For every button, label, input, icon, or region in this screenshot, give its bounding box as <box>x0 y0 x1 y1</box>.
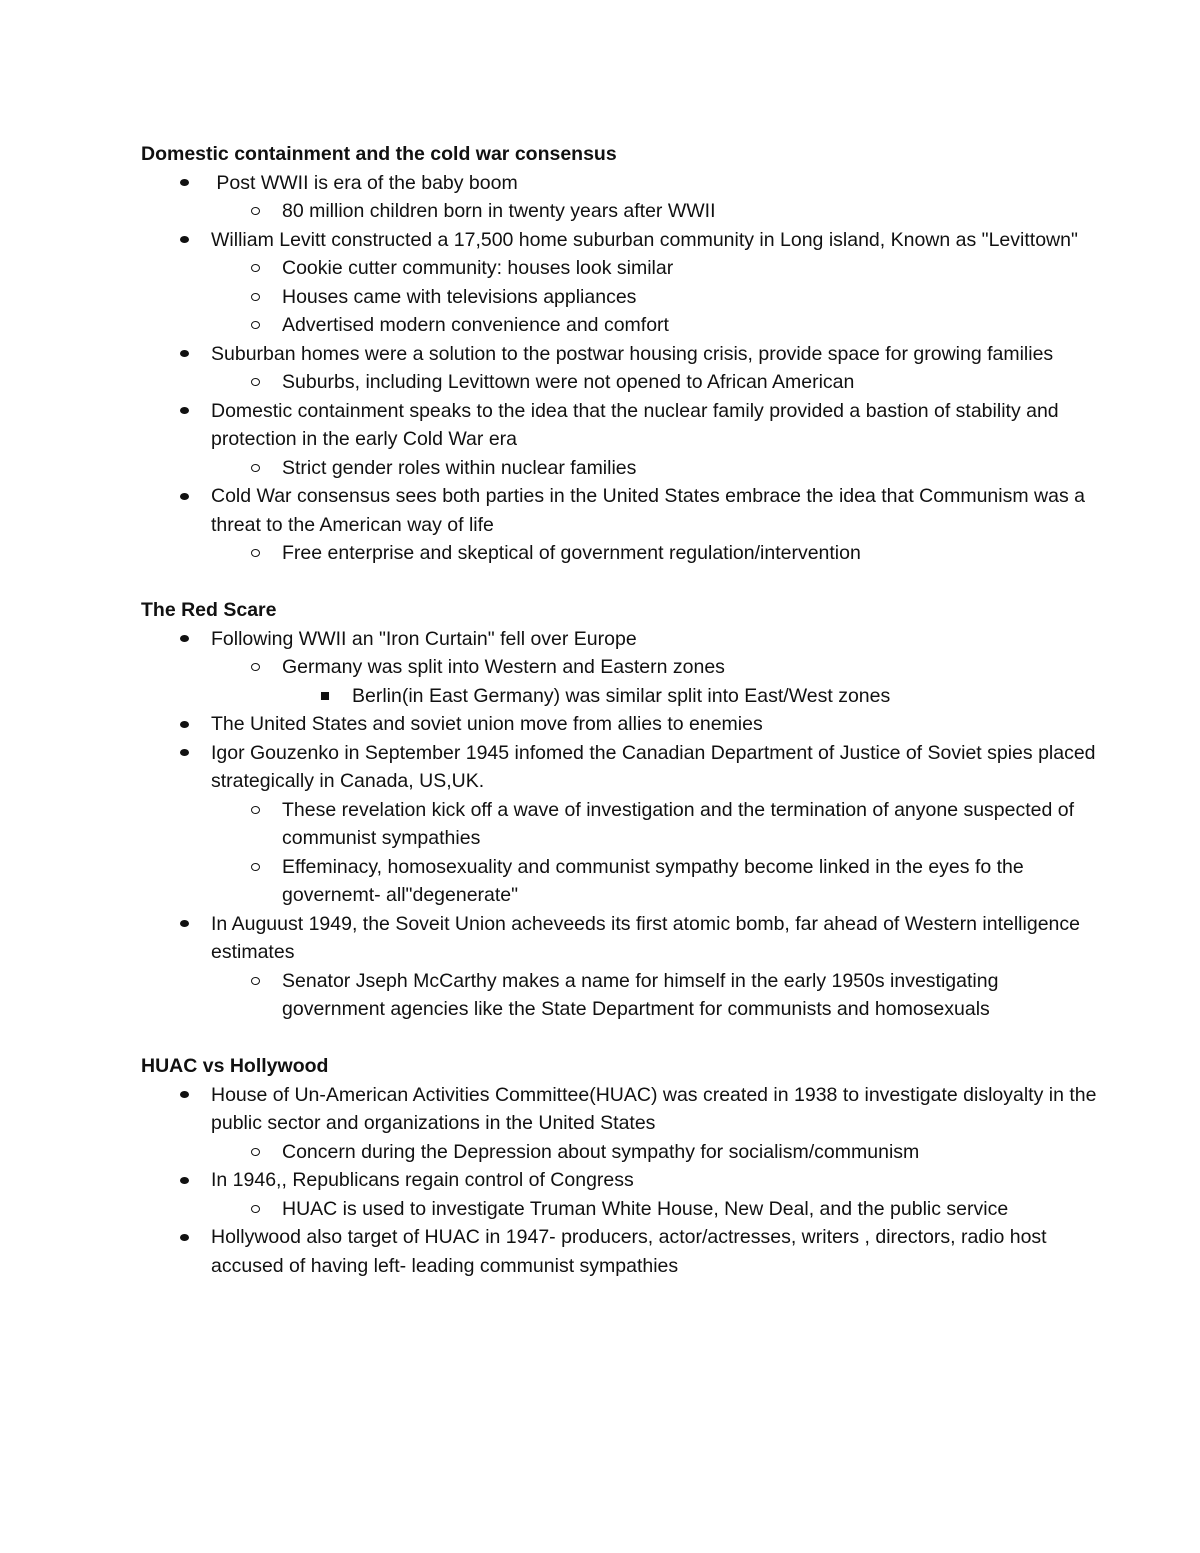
list-item-text: House of Un-American Activities Committee(HUAC) was created in 1938 to investigate disloyalty in the public sector and organizations in the United States <box>211 1083 1102 1134</box>
section-huac-vs-hollywood <box>141 1052 1101 1280</box>
list-item <box>141 682 1101 711</box>
section-heading: HUAC vs Hollywood <box>141 1055 329 1077</box>
list-item-text: Concern during the Depression about sympathy for socialism/communism <box>282 1140 920 1163</box>
hollow-bullet-icon <box>248 539 262 568</box>
section-heading: The Red Scare <box>141 599 277 621</box>
filled-bullet-icon <box>177 1166 191 1195</box>
list-item-text: Senator Jseph McCarthy makes a name for himself in the early 1950s investigating government agencies like the State Department for communists and homosexuals <box>282 969 1004 1020</box>
hollow-bullet-icon <box>248 254 262 283</box>
list-item-text: Cold War consensus sees both parties in the United States embrace the idea that Communism was a threat to the American way of life <box>211 485 1091 536</box>
list-item-text: Suburbs, including Levittown were not opened to African American <box>282 371 855 393</box>
hollow-bullet-icon <box>248 1195 262 1224</box>
list-item-text: Houses came with televisions appliances <box>282 285 637 308</box>
hollow-bullet-icon <box>248 1138 262 1167</box>
list-item <box>141 482 1101 539</box>
filled-bullet-icon <box>177 482 191 511</box>
filled-bullet-icon <box>177 169 191 198</box>
filled-bullet-icon <box>177 910 191 939</box>
filled-bullet-icon <box>177 1223 191 1252</box>
list-item <box>141 340 1101 369</box>
list-item <box>141 254 1101 283</box>
hollow-bullet-icon <box>248 796 262 825</box>
list-item-text: Cookie cutter community: houses look similar <box>282 257 674 279</box>
hollow-bullet-icon <box>248 368 262 397</box>
list-item-text: The United States and soviet union move from allies to enemies <box>211 713 763 735</box>
list-item-text: Berlin(in East Germany) was similar split into East/West zones <box>352 684 891 707</box>
list-item-text: Germany was split into Western and Eastern zones <box>282 656 725 678</box>
list-item-text: These revelation kick off a wave of investigation and the termination of anyone suspected of communist sympathies <box>282 798 1080 849</box>
list-item <box>141 1081 1101 1138</box>
list-item <box>141 226 1101 255</box>
list-item <box>141 853 1101 910</box>
bullet-list <box>141 625 1101 1024</box>
list-item-text: Post WWII is era of the baby boom <box>211 171 518 194</box>
hollow-bullet-icon <box>248 653 262 682</box>
section-red-scare <box>141 596 1101 1024</box>
filled-bullet-icon <box>177 340 191 369</box>
filled-bullet-icon <box>177 625 191 654</box>
list-item-text: In Auguust 1949, the Soveit Union acheveeds its first atomic bomb, far ahead of Western intelligence estimates <box>211 912 1086 963</box>
list-item <box>141 311 1101 340</box>
hollow-bullet-icon <box>248 454 262 483</box>
filled-bullet-icon <box>177 710 191 739</box>
square-bullet-icon <box>318 682 332 711</box>
hollow-bullet-icon <box>248 967 262 996</box>
hollow-bullet-icon <box>248 311 262 340</box>
list-item-text: 80 million children born in twenty years after WWII <box>282 200 716 222</box>
list-item-text: HUAC is used to investigate Truman White House, New Deal, and the public service <box>282 1197 1009 1220</box>
list-item-text: Igor Gouzenko in September 1945 infomed the Canadian Department of Justice of Soviet spies placed strategically in Canada, US,UK. <box>211 741 1101 792</box>
filled-bullet-icon <box>177 397 191 426</box>
list-item <box>141 283 1101 312</box>
list-item-text: Hollywood also target of HUAC in 1947- producers, actor/actresses, writers , directors, radio host accused of having left- leading communist sympathies <box>211 1226 1053 1277</box>
bullet-list <box>141 169 1101 568</box>
list-item <box>141 197 1101 226</box>
filled-bullet-icon <box>177 1081 191 1110</box>
list-item <box>141 739 1101 796</box>
hollow-bullet-icon <box>248 283 262 312</box>
list-item <box>141 169 1101 198</box>
list-item-text: Free enterprise and skeptical of government regulation/intervention <box>282 542 861 564</box>
list-item <box>141 967 1101 1024</box>
list-item-text: Strict gender roles within nuclear families <box>282 456 637 479</box>
list-item-text: Advertised modern convenience and comfort <box>282 314 669 336</box>
filled-bullet-icon <box>177 739 191 768</box>
list-item-text: Following WWII an "Iron Curtain" fell over Europe <box>211 627 637 650</box>
list-item <box>141 1166 1101 1195</box>
list-item-text: Domestic containment speaks to the idea that the nuclear family provided a bastion of stability and protection in the early Cold War era <box>211 399 1065 450</box>
section-domestic-containment <box>141 140 1101 568</box>
document-body <box>141 140 1101 1280</box>
list-item <box>141 397 1101 454</box>
list-item <box>141 1138 1101 1167</box>
list-item <box>141 625 1101 654</box>
filled-bullet-icon <box>177 226 191 255</box>
list-item-text: In 1946,, Republicans regain control of Congress <box>211 1169 634 1191</box>
hollow-bullet-icon <box>248 197 262 226</box>
list-item <box>141 653 1101 682</box>
list-item-text: William Levitt constructed a 17,500 home suburban community in Long island, Known as "Levittown" <box>211 228 1078 251</box>
list-item <box>141 368 1101 397</box>
list-item-text: Effeminacy, homosexuality and communist sympathy become linked in the eyes fo the governemt- all"degenerate" <box>282 855 1030 906</box>
bullet-list <box>141 1081 1101 1281</box>
list-item <box>141 454 1101 483</box>
list-item <box>141 539 1101 568</box>
list-item-text: Suburban homes were a solution to the postwar housing crisis, provide space for growing families <box>211 342 1054 365</box>
section-heading: Domestic containment and the cold war consensus <box>141 143 617 165</box>
list-item <box>141 710 1101 739</box>
list-item <box>141 1223 1101 1280</box>
list-item <box>141 796 1101 853</box>
list-item <box>141 910 1101 967</box>
hollow-bullet-icon <box>248 853 262 882</box>
list-item <box>141 1195 1101 1224</box>
